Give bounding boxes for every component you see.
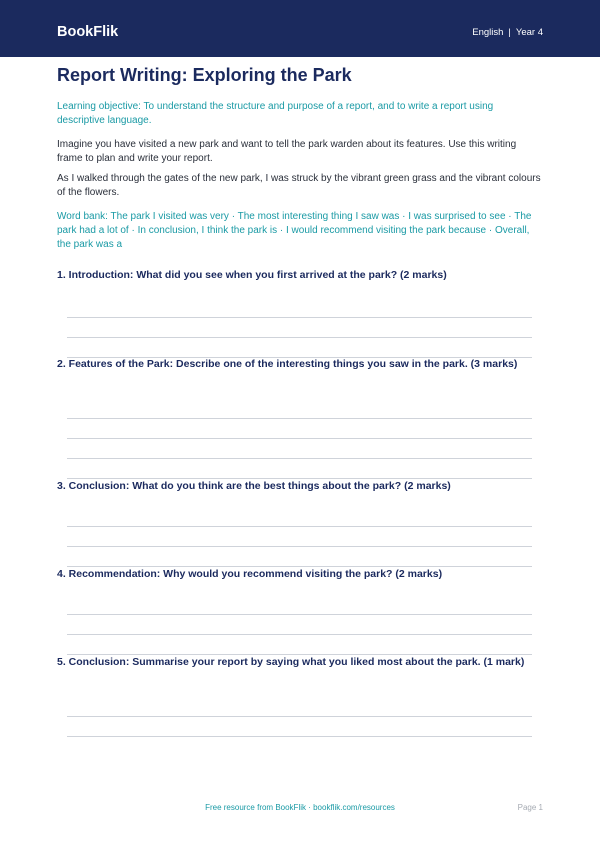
subject-year-label — [472, 27, 543, 39]
meta-separator: | — [508, 27, 511, 38]
answer-line[interactable] — [67, 317, 532, 318]
answer-line[interactable] — [67, 546, 532, 547]
answer-line[interactable] — [67, 418, 532, 419]
intro-text: Imagine you have visited a new park and want to tell the park warden about its features. Use this writing frame to plan and write your report. — [57, 139, 517, 164]
page-number: Page 1 — [517, 803, 543, 812]
learning-objective: Learning objective: To understand the structure and purpose of a report, and to write a report using descriptive language. — [57, 101, 494, 126]
answer-line[interactable] — [67, 634, 532, 635]
question-2: 2. Features of the Park: Describe one of the interesting things you saw in the park. (3 marks) — [57, 358, 518, 370]
year-label: Year 4 — [515, 27, 543, 38]
brand-logo: BookFlik — [57, 24, 119, 40]
question-3: 3. Conclusion: What do you think are the best things about the park? (2 marks) — [57, 480, 451, 492]
example-text: As I walked through the gates of the new park, I was struck by the vibrant green grass and the vibrant colours of the flowers. — [57, 173, 541, 198]
subject-label: English — [472, 27, 504, 38]
header-bar — [0, 0, 600, 57]
answer-line[interactable] — [67, 614, 532, 615]
footer-credit: Free resource from BookFlik · bookflik.com/resources — [205, 803, 395, 812]
answer-line[interactable] — [67, 337, 532, 338]
page-title: Report Writing: Exploring the Park — [57, 65, 352, 85]
answer-line[interactable] — [67, 736, 532, 737]
question-5: 5. Conclusion: Summarise your report by saying what you liked most about the park. (1 mark) — [57, 656, 525, 668]
answer-line[interactable] — [67, 526, 532, 527]
word-bank: Word bank: The park I visited was very · The most interesting thing I saw was · I was surprised to see · The park had a lot of · In conclusion, I think the park is · I would recommend visiting the park because · Overall, the park was a — [57, 211, 532, 250]
answer-line[interactable] — [67, 458, 532, 459]
answer-line[interactable] — [67, 438, 532, 439]
question-4: 4. Recommendation: Why would you recommend visiting the park? (2 marks) — [57, 568, 443, 580]
question-1: 1. Introduction: What did you see when you first arrived at the park? (2 marks) — [57, 269, 447, 281]
answer-line[interactable] — [67, 716, 532, 717]
